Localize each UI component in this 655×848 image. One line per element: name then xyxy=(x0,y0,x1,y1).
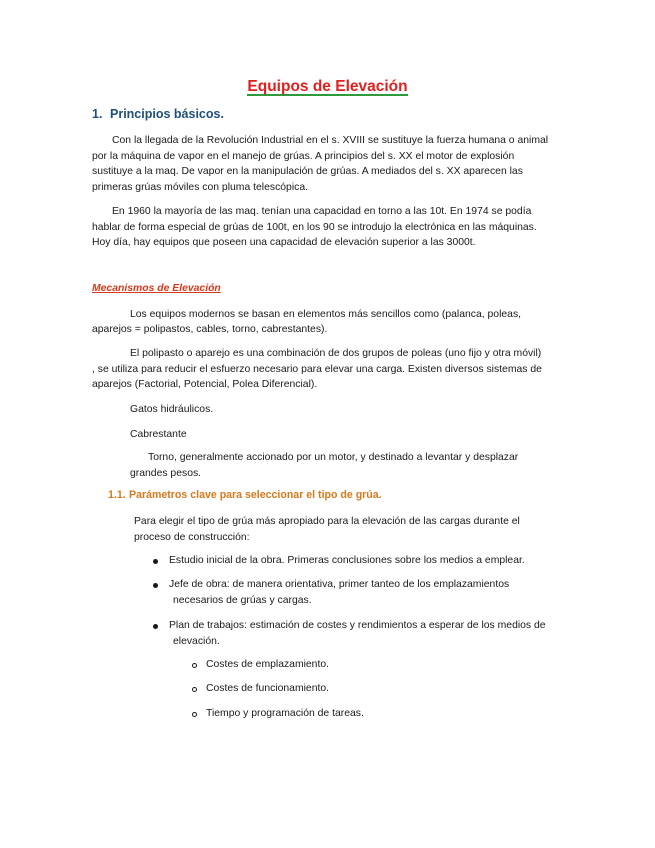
section-heading-text: Principios básicos. xyxy=(110,107,224,121)
circle-bullet-icon xyxy=(192,712,197,717)
paragraph-line: primeras grúas móviles con pluma telescópica. xyxy=(92,182,308,193)
paragraph-line: grandes pesos. xyxy=(130,468,202,479)
bullet-icon xyxy=(153,583,158,588)
paragraph-line: proceso de construcción: xyxy=(134,532,250,543)
bullet-item: Plan de trabajos: estimación de costes y rendimientos a esperar de los medios de xyxy=(169,620,546,631)
document-title-text: Equipos de Elevación xyxy=(247,78,408,95)
section-heading-parametros xyxy=(108,489,382,501)
section-heading-principios xyxy=(92,107,224,121)
document-title xyxy=(0,78,655,96)
paragraph-line: Hoy día, hay equipos que poseen una capacidad de elevación superior a las 3000t. xyxy=(92,237,476,248)
item-gatos: Gatos hidráulicos. xyxy=(130,404,214,415)
paragraph-line: por la máquina de vapor en el manejo de grúas. A principios del s. XX el motor de explosión xyxy=(92,151,515,162)
subbullet-item: Tiempo y programación de tareas. xyxy=(206,708,364,719)
subbullet-item: Costes de emplazamiento. xyxy=(206,659,330,670)
circle-bullet-icon xyxy=(192,663,197,668)
section-number: 1. xyxy=(92,107,103,121)
subbullet-item: Costes de funcionamiento. xyxy=(206,683,330,694)
subsection-heading-mecanismos: Mecanismos de Elevación xyxy=(92,283,221,294)
paragraph-line: El polipasto o aparejo es una combinación de dos grupos de poleas (uno fijo y otra móvil) xyxy=(130,348,542,359)
paragraph-line: Para elegir el tipo de grúa más apropiado para la elevación de las cargas durante el xyxy=(134,516,520,527)
bullet-item-continuation: necesarios de grúas y cargas. xyxy=(173,595,312,606)
paragraph-line: Con la llegada de la Revolución Industrial en el s. XVIII se sustituye la fuerza humana o animal xyxy=(112,135,549,146)
circle-bullet-icon xyxy=(192,687,197,692)
paragraph-line: hablar de forma especial de grúas de 100t, en los 90 se introdujo la electrónica en las máquinas. xyxy=(92,222,537,233)
paragraph-line: aparejos = polipastos, cables, torno, cabrestantes). xyxy=(92,324,328,335)
bullet-icon xyxy=(153,559,158,564)
bullet-item: Estudio inicial de la obra. Primeras conclusiones sobre los medios a emplear. xyxy=(169,555,525,566)
bullet-item-continuation: elevación. xyxy=(173,636,220,647)
paragraph-line: Los equipos modernos se basan en elementos más sencillos como (palanca, poleas, xyxy=(130,309,522,320)
bullet-item: Jefe de obra: de manera orientativa, primer tanteo de los emplazamientos xyxy=(169,579,510,590)
paragraph-line: En 1960 la mayoría de las maq. tenían una capacidad en torno a las 10t. En 1974 se podía xyxy=(112,206,532,217)
section-number: 1.1. xyxy=(108,489,126,501)
bullet-icon xyxy=(153,624,158,629)
paragraph-line: , se utiliza para reducir el esfuerzo necesario para elevar una carga. Existen diversos sistemas de xyxy=(92,364,542,375)
paragraph-line: aparejos (Factorial, Potencial, Polea Diferencial). xyxy=(92,379,318,390)
section-heading-text: Parámetros clave para seleccionar el tipo de grúa. xyxy=(129,489,382,501)
paragraph-line: Torno, generalmente accionado por un motor, y destinado a levantar y desplazar xyxy=(148,452,519,463)
item-cabrestante: Cabrestante xyxy=(130,429,187,440)
paragraph-line: sustituye a la maq. De vapor en la manipulación de grúas. A mediados del s. XX aparecen las xyxy=(92,166,523,177)
